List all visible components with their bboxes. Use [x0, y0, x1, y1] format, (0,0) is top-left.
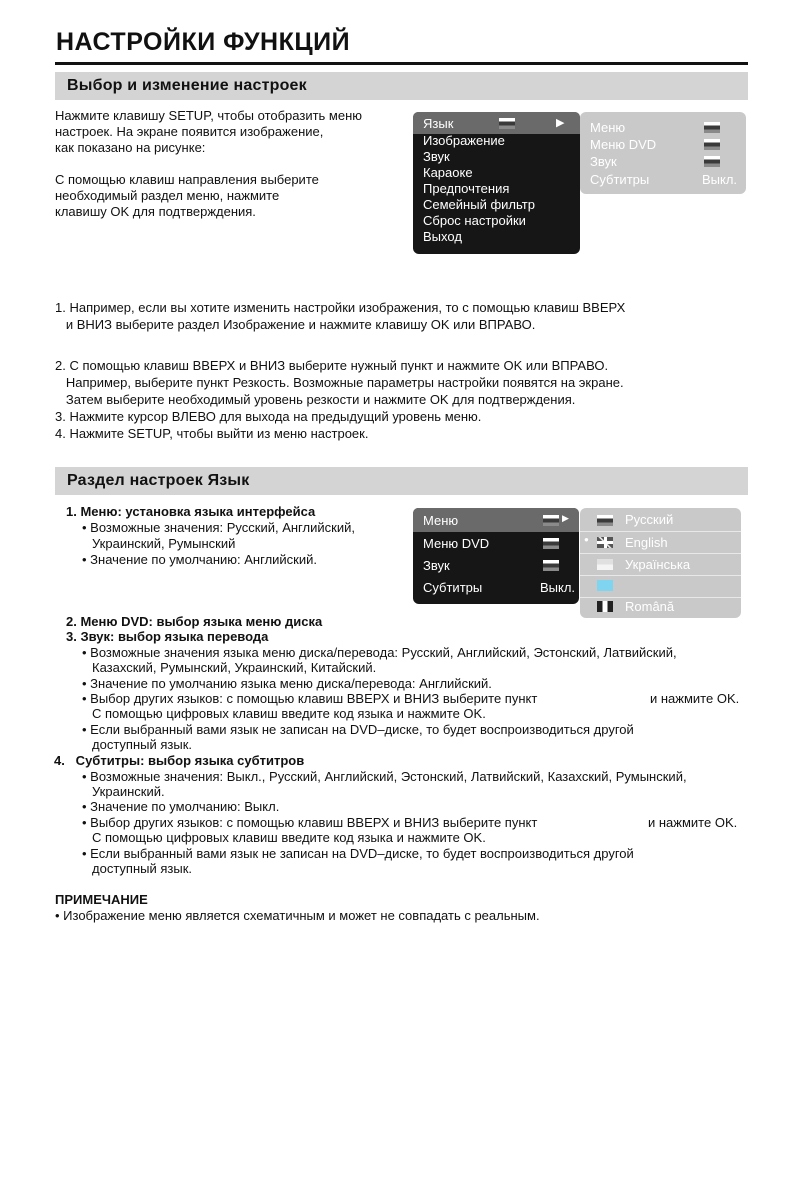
list-divider: [580, 553, 741, 554]
note-text: • Изображение меню является схематичным и может не совпадать с реальным.: [55, 908, 540, 923]
item-line: • Возможные значения: Выкл., Русский, Английский, Эстонский, Латвийский, Казахский, Румынский,: [82, 769, 687, 784]
item-line: • Значение по умолчанию: Выкл.: [82, 799, 280, 814]
russian-flag-icon: [704, 122, 720, 133]
list-divider: [580, 575, 741, 576]
title-rule: [55, 62, 748, 65]
language-option-ukrainian[interactable]: Українська: [625, 557, 691, 572]
menu-item-karaoke[interactable]: Караоке: [423, 165, 473, 180]
russian-flag-icon: [704, 156, 720, 167]
item-title: 1. Меню: установка языка интерфейса: [66, 504, 316, 519]
language-option-romanian[interactable]: Română: [625, 599, 675, 614]
section-title: Раздел настроек Язык: [67, 472, 250, 489]
language-menu: [413, 508, 579, 604]
menu-item-menu[interactable]: Меню: [423, 513, 459, 528]
item-line: С помощью цифровых клавиш введите код языка и нажмите OK.: [92, 706, 486, 721]
page-title: НАСТРОЙКИ ФУНКЦИЙ: [56, 28, 351, 56]
item-line: и нажмите OK.: [650, 691, 740, 706]
russian-flag-icon: [597, 515, 613, 526]
intro-line: Нажмите клавишу SETUP, чтобы отобразить меню: [55, 108, 363, 123]
menu-item-picture[interactable]: Изображение: [423, 133, 505, 148]
menu-item-subtitles[interactable]: Субтитры: [423, 580, 483, 595]
subtitles-value: Выкл.: [540, 580, 576, 595]
section-title: Выбор и изменение настроек: [67, 77, 307, 94]
item-line: • Если выбранный вами язык не записан на DVD–диске, то будет воспроизводиться другой: [82, 846, 634, 861]
section-header-settings: [55, 72, 748, 100]
item-line: • Если выбранный вами язык не записан на DVD–диске, то будет воспроизводиться другой: [82, 722, 634, 737]
ukraine-flag-icon: [597, 559, 613, 570]
language-submenu: [580, 112, 746, 194]
russian-flag-icon: [543, 515, 559, 526]
step-line: 1. Например, если вы хотите изменить настройки изображения, то с помощью клавиш ВВЕРХ: [55, 300, 626, 315]
item-title: 3. Звук: выбор языка перевода: [66, 629, 269, 644]
note-heading: ПРИМЕЧАНИЕ: [55, 892, 148, 907]
step-line: 4. Нажмите SETUP, чтобы выйти из меню настроек.: [55, 426, 369, 441]
menu-item-language[interactable]: Язык: [423, 116, 454, 131]
menu-item-reset[interactable]: Сброс настройки: [423, 213, 526, 228]
submenu-item-menu[interactable]: Меню: [590, 120, 626, 135]
item-line: доступный язык.: [92, 737, 192, 752]
item-line: • Возможные значения: Русский, Английский,: [82, 520, 355, 535]
item-line: Украинский.: [92, 784, 165, 799]
russian-flag-icon: [543, 538, 559, 549]
arrow-right-icon: ▶: [562, 513, 569, 523]
item-line: • Значение по умолчанию языка меню диска/перевода: Английский.: [82, 676, 492, 691]
list-divider: [580, 597, 741, 598]
section-header-language: [55, 467, 748, 495]
menu-item-parental[interactable]: Семейный фильтр: [423, 197, 535, 212]
russian-flag-icon: [499, 118, 515, 129]
item-line: • Выбор других языков: с помощью клавиш ВВЕРХ и ВНИЗ выберите пункт: [82, 691, 538, 706]
kazakhstan-flag-icon[interactable]: [597, 580, 613, 591]
intro-line: С помощью клавиш направления выберите: [55, 172, 319, 187]
step-line: и ВНИЗ выберите раздел Изображение и нажмите клавишу OK или ВПРАВО.: [55, 317, 536, 332]
menu-language-item: [66, 504, 406, 574]
intro-line: как показано на рисунке:: [55, 140, 206, 155]
subtitles-value: Выкл.: [702, 172, 738, 187]
item-line: доступный язык.: [92, 861, 192, 876]
selected-bullet-icon: ●: [584, 535, 589, 544]
item-line: С помощью цифровых клавиш введите код языка и нажмите OK.: [92, 830, 486, 845]
submenu-item-audio[interactable]: Звук: [590, 154, 617, 169]
item-line: • Возможные значения языка меню диска/перевода: Русский, Английский, Эстонский, Латвийский,: [82, 645, 677, 660]
setup-menu: [413, 112, 580, 254]
menu-item-dvd-menu[interactable]: Меню DVD: [423, 536, 490, 551]
language-option-russian[interactable]: Русский: [625, 512, 674, 527]
menu-item-audio[interactable]: Звук: [423, 558, 450, 573]
item-line: Казахский, Румынский, Украинский, Китайский.: [92, 660, 377, 675]
submenu-item-subtitles[interactable]: Субтитры: [590, 172, 650, 187]
step-line: 2. С помощью клавиш ВВЕРХ и ВНИЗ выберите нужный пункт и нажмите OK или ВПРАВО.: [55, 358, 609, 373]
list-divider: [580, 531, 741, 532]
romania-flag-icon: [597, 601, 613, 612]
menu-item-exit[interactable]: Выход: [423, 229, 462, 244]
steps: [55, 300, 748, 450]
item-line: Украинский, Румынский: [92, 536, 236, 551]
russian-flag-icon: [704, 139, 720, 150]
step-line: Например, выберите пункт Резкость. Возможные параметры настройки появятся на экране.: [55, 375, 624, 390]
item-line: • Значение по умолчанию: Английский.: [82, 552, 317, 567]
arrow-right-icon: ▶: [556, 117, 565, 129]
uk-flag-icon: [597, 537, 613, 548]
item-line: и нажмите OK.: [648, 815, 738, 830]
russian-flag-icon: [543, 560, 559, 571]
intro-line: настроек. На экране появится изображение,: [55, 124, 324, 139]
item-title: 2. Меню DVD: выбор языка меню диска: [66, 614, 323, 629]
menu-item-sound[interactable]: Звук: [423, 149, 450, 164]
item-title: 4. Субтитры: выбор языка субтитров: [54, 753, 305, 768]
submenu-item-dvd-menu[interactable]: Меню DVD: [590, 137, 657, 152]
step-line: 3. Нажмите курсор ВЛЕВО для выхода на предыдущий уровень меню.: [55, 409, 482, 424]
intro-line: необходимый раздел меню, нажмите: [55, 188, 280, 203]
language-items: [54, 614, 756, 884]
language-option-english[interactable]: English: [625, 535, 668, 550]
item-line: • Выбор других языков: с помощью клавиш ВВЕРХ и ВНИЗ выберите пункт: [82, 815, 538, 830]
menu-item-preferences[interactable]: Предпочтения: [423, 181, 510, 196]
intro-line: клавишу OK для подтверждения.: [55, 204, 256, 219]
step-line: Затем выберите необходимый уровень резкости и нажмите OK для подтверждения.: [55, 392, 576, 407]
